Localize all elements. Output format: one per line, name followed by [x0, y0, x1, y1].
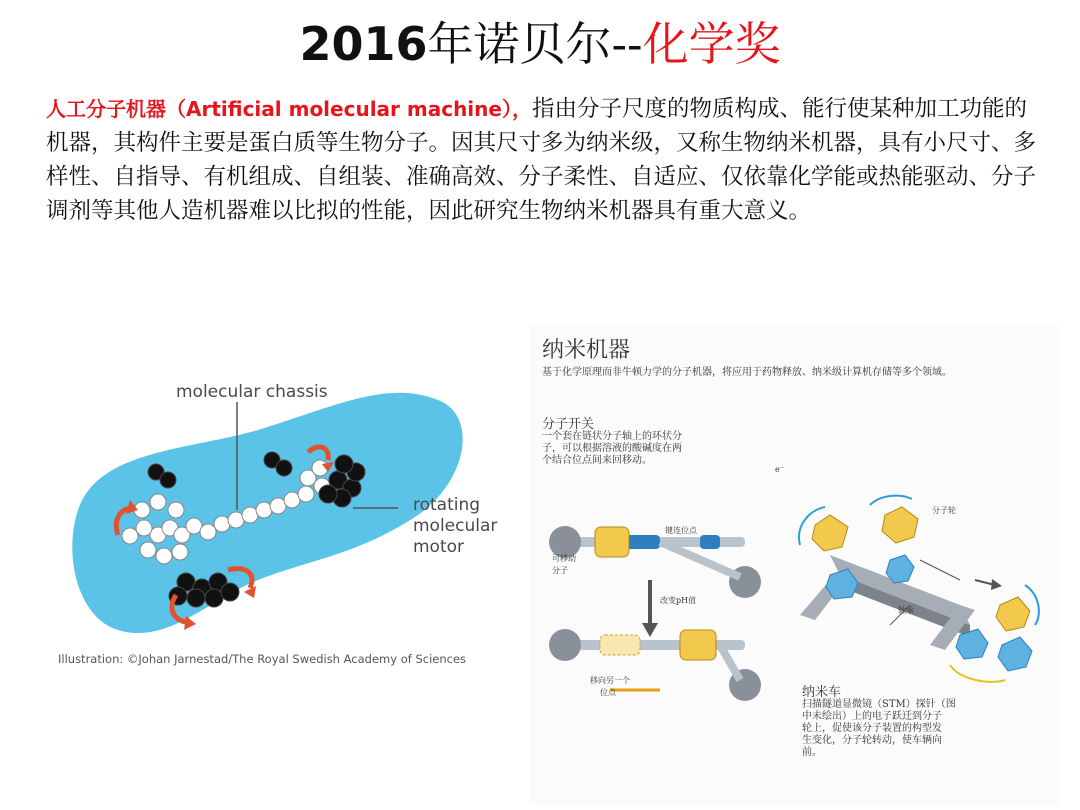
- title-year: 2016: [299, 17, 428, 71]
- label-bearing: 轴承: [898, 606, 914, 615]
- illustration-credit: Illustration: ©Johan Jarnestad/The Royal Swedish Academy of Sciences: [58, 652, 467, 666]
- switch-desc-1: 一个套在链状分子轴上的环状分: [542, 431, 682, 442]
- label-movable-2: 分子: [552, 566, 568, 575]
- switch-heading: 分子开关: [542, 417, 595, 432]
- panel-title: 纳米机器: [542, 338, 631, 363]
- nanocar-desc-4: 生变化，分子轮转动，使车辆向: [802, 735, 942, 746]
- nanomachine-panel: [530, 325, 1060, 805]
- paragraph-body: 指由分子尺度的物质构成、能行使某种加工功能的机器，其构件主要是蛋白质等生物分子。因其尺寸多为纳米级，又称生物纳米机器，具有小尺寸、多样性、自指导、有机组成、自组装、准确高效、分子柔性、自适应、仅依靠化学能或热能驱动、分子调剂等其他人造机器难以比拟的性能，因此研究生物纳米机器具有重大意义。: [46, 96, 1037, 224]
- switch-desc-2: 子，可以根据溶液的酸碱度在两: [542, 443, 682, 454]
- intro-paragraph: [46, 92, 1036, 228]
- nanomachine-drawing: [530, 485, 1060, 805]
- label-molecular-chassis: molecular chassis: [176, 382, 328, 402]
- nanocar-desc-2: 中未绘出）上的电子跃迁到分子: [802, 711, 942, 722]
- switch-desc-3: 个结合位点间来回移动。: [542, 455, 652, 466]
- paragraph-lead: 人工分子机器（Artificial molecular machine），: [46, 97, 532, 121]
- label-movable-1: 可移动: [552, 554, 576, 563]
- nanocar-desc-5: 前。: [802, 747, 822, 758]
- molecular-car-illustration: [58, 360, 528, 680]
- nanocar-desc-3: 轮上，促使该分子装置的构型发: [802, 723, 942, 734]
- label-rotating: rotating: [413, 495, 481, 515]
- label-molecular-wheel: 分子轮: [932, 506, 956, 515]
- label-motor: motor: [413, 537, 465, 557]
- label-move-1: 移向另一个: [590, 676, 630, 685]
- title-highlight: 化学奖: [642, 17, 781, 71]
- nanocar-desc-1: 扫描隧道显微镜（STM）探针（图: [802, 699, 956, 710]
- label-molecular: molecular: [413, 516, 498, 536]
- title-prefix: 年诺贝尔--: [427, 17, 643, 71]
- slide-title: [0, 14, 1080, 74]
- panel-subtitle: 基于化学原理而非牛顿力学的分子机器，将应用于药物释放、纳米级计算机存储等多个领域。: [542, 367, 952, 378]
- label-move-2: 位点: [600, 688, 616, 697]
- nanocar-heading: 纳米车: [802, 685, 842, 700]
- label-change-ph: 改变pH值: [660, 596, 697, 605]
- label-binding-site: 键连位点: [665, 526, 697, 535]
- label-electron: e⁻: [775, 465, 784, 474]
